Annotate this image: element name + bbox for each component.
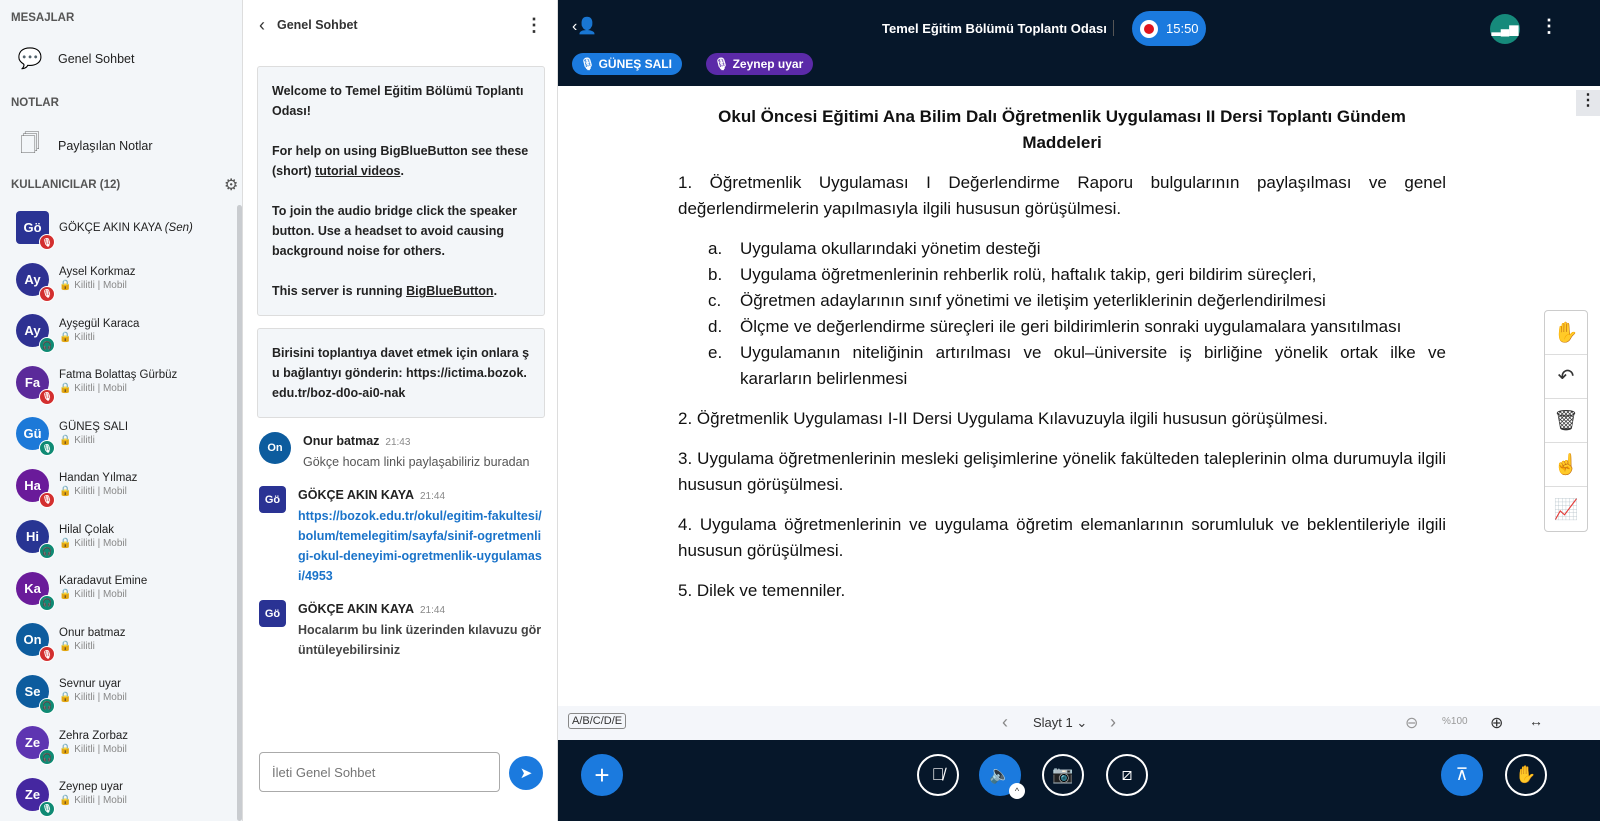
recording-time: 15:50 xyxy=(1166,21,1199,36)
avatar-initials: Gö xyxy=(23,220,42,236)
avatar xyxy=(16,520,52,556)
user-status: 🔒 Kilitli | Mobil xyxy=(59,743,127,755)
avatar-initials: Gü xyxy=(23,426,42,442)
avatar-initials: On xyxy=(23,632,42,648)
user-name: Onur batmaz xyxy=(59,626,126,639)
mic-icon: 🎙 xyxy=(714,57,730,71)
subitem-letter: b. xyxy=(708,265,723,284)
slide-content xyxy=(678,104,1446,618)
avatar xyxy=(259,600,286,627)
recording-indicator[interactable] xyxy=(1132,11,1206,46)
chat-icon: 💬 xyxy=(17,48,43,70)
whiteboard-toolbar xyxy=(1544,310,1588,532)
undo-button[interactable] xyxy=(1545,355,1587,399)
message-time: 21:44 xyxy=(420,491,446,502)
bbb-link[interactable]: BigBlueButton xyxy=(406,284,494,298)
speaker-icon: 🔈 xyxy=(989,765,1011,784)
sender-name: GÖKÇE AKIN KAYA xyxy=(298,488,414,502)
record-icon xyxy=(1140,20,1158,38)
previous-slide-button[interactable]: ‹ xyxy=(1002,712,1008,732)
user-list-item[interactable] xyxy=(0,563,236,615)
user-list-item[interactable] xyxy=(0,460,236,512)
user-status: 🔒 Kilitli | Mobil xyxy=(59,537,127,549)
audio-settings-chevron-icon[interactable]: ^ xyxy=(1009,783,1025,799)
avatar xyxy=(16,211,53,247)
user-name: Fatma Bolattaş Gürbüz xyxy=(59,369,178,382)
next-slide-button[interactable]: › xyxy=(1110,712,1116,732)
presentation-options-icon[interactable]: ⋮ xyxy=(1576,90,1600,116)
avatar-initials: Gö xyxy=(264,493,281,506)
avatar-initials: Fa xyxy=(24,374,41,390)
mic-icon: 🎙 xyxy=(39,801,55,817)
share-webcam-button[interactable] xyxy=(1042,754,1084,796)
message-link[interactable]: https://bozok.edu.tr/okul/egitim-fakultesi/bolum/temelegitim/sayfa/sinif-ogretmenligi-okul-deneyimi-ogretmenlik-uygulamasi/4953 xyxy=(298,509,542,583)
avatar-initials: Ay xyxy=(24,271,41,287)
user-list-item[interactable] xyxy=(0,511,236,563)
subitem-text: Uygulama okullarındaki yönetim desteği xyxy=(740,239,1041,258)
hand-icon: ✋ xyxy=(1515,765,1537,784)
avatar-initials: Ha xyxy=(24,477,41,493)
user-status: 🔒 Kilitli | Mobil xyxy=(59,589,127,601)
agenda-item: 1. Öğretmenlik Uygulaması I Değerlendirme Raporu bulgularının paylaşılması ve genel değerlendirmelerin yapılmasıyla ilgili hususun görüşülmesi. xyxy=(678,173,1446,218)
help-end: . xyxy=(400,164,404,178)
user-name: GÜNEŞ SALI xyxy=(59,420,129,433)
shared-notes-item[interactable] xyxy=(16,129,153,163)
headset-icon: 🎧 xyxy=(39,698,55,714)
notes-icon: 🗍 xyxy=(20,133,40,155)
welcome-message xyxy=(257,66,545,316)
user-name: GÖKÇE AKIN KAYA xyxy=(59,221,162,234)
user-list-item[interactable] xyxy=(0,305,236,357)
camera-off-icon: 📷 xyxy=(1052,765,1074,784)
users-title: KULLANICILAR (12) xyxy=(11,179,121,191)
user-status: 🔒 Kilitli | Mobil xyxy=(59,795,127,807)
avatar xyxy=(16,469,53,505)
pointer-hand-icon: ☝ xyxy=(1553,454,1579,476)
talker-name: GÜNEŞ SALI xyxy=(598,57,672,71)
avatar xyxy=(16,675,52,711)
zoom-in-button[interactable]: ⊕ xyxy=(1490,715,1504,732)
connection-status-icon[interactable]: ▂▄▆ xyxy=(1490,14,1520,44)
message-text: Hocalarım bu link üzerinden kılavuzu görüntüleyebilirsiniz xyxy=(298,623,542,657)
you-label: (Sen) xyxy=(164,221,193,234)
subitem-text: Uygulamanın niteliğinin artırılması ve okul–üniversite iş birliğine yönelik ortak ilke ve kararların belirlenmesi xyxy=(740,343,1446,388)
agenda-item: 3. Uygulama öğretmenlerinin mesleki gelişimlerine yönelik fakülteden taleplerinin olma durumuyla ilgili hususun görüşülmesi. xyxy=(678,449,1446,494)
subitem-text: Ölçme ve değerlendirme süreçleri ile geri bildirimlerin sonraki uygulamalara yansıtılması xyxy=(740,317,1402,336)
agenda-item: 5. Dilek ve temenniler. xyxy=(678,581,846,600)
back-chevron-icon[interactable]: ‹ xyxy=(259,14,265,35)
clear-button[interactable] xyxy=(1545,399,1587,443)
sender-name: GÖKÇE AKIN KAYA xyxy=(298,602,414,616)
user-status: 🔒 Kilitli | Mobil xyxy=(59,692,127,704)
chat-header xyxy=(245,0,557,50)
actions-plus-button[interactable] xyxy=(581,754,623,796)
messages-title: MESAJLAR xyxy=(11,12,75,24)
toggle-userlist-icon[interactable]: ‹👤 xyxy=(572,18,598,35)
subitem-letter: c. xyxy=(708,291,722,310)
agenda-subitem xyxy=(708,340,1446,392)
message-list xyxy=(245,432,557,660)
user-list-item[interactable] xyxy=(0,357,236,409)
subitem-letter: e. xyxy=(708,343,723,362)
subitem-text: Uygulama öğretmenlerinin rehberlik rolü, haftalık takip, geri bildirim süreçleri, xyxy=(740,265,1317,284)
headset-icon: 🎧 xyxy=(39,337,55,353)
notes-title: NOTLAR xyxy=(11,97,59,109)
user-status: 🔒 Kilitli | Mobil xyxy=(59,486,127,498)
send-icon: ➤ xyxy=(519,765,533,782)
chevron-down-icon: ⌄ xyxy=(1076,715,1088,730)
chat-message xyxy=(245,600,557,660)
user-name: Ayşegül Karaca xyxy=(59,317,140,330)
presentation-slide xyxy=(558,86,1600,706)
hand-pan-tool[interactable] xyxy=(1545,311,1587,355)
sender-name: Onur batmaz xyxy=(303,434,380,448)
sidebar xyxy=(0,0,243,821)
mic-muted-icon: 🎙 xyxy=(39,389,55,405)
talker-name: Zeynep uyar xyxy=(732,57,804,71)
avatar xyxy=(16,778,53,814)
raise-hand-button[interactable] xyxy=(1505,754,1547,796)
user-name: Zeynep uyar xyxy=(59,781,123,794)
avatar xyxy=(16,623,53,659)
user-list-item[interactable] xyxy=(0,202,236,254)
send-button[interactable] xyxy=(509,756,543,790)
mic-muted-icon: 🎙 xyxy=(39,646,55,662)
slide-title: Okul Öncesi Eğitimi Ana Bilim Dalı Öğretmenlik Uygulaması II Dersi Toplantı Gündem Maddeleri xyxy=(718,107,1406,152)
avatar xyxy=(16,314,52,350)
welcome-text: Welcome to xyxy=(272,84,346,98)
subitem-letter: a. xyxy=(708,239,723,258)
trash-icon: 🗑 xyxy=(1553,410,1579,432)
user-name: Hilal Çolak xyxy=(59,523,114,536)
public-chat-item[interactable] xyxy=(16,46,134,71)
subitem-letter: d. xyxy=(708,317,723,336)
audio-text: To join the audio bridge click the speaker button. Use a headset to avoid causing background noise for others. xyxy=(272,204,517,258)
presentation-icon: ⊼ xyxy=(1455,765,1469,784)
user-status: 🔒 Kilitli xyxy=(59,640,95,652)
welcome-end: ! xyxy=(306,104,311,118)
gear-icon[interactable]: ⚙ xyxy=(224,177,239,194)
talking-indicator xyxy=(706,53,813,75)
room-title: Temel Eğitim Bölümü Toplantı Odası xyxy=(882,21,1107,36)
quick-poll-button[interactable]: A/B/C/D/E xyxy=(568,713,626,729)
hand-icon: ✋ xyxy=(1553,322,1579,344)
avatar xyxy=(16,417,53,453)
options-menu-icon[interactable]: ⋮ xyxy=(1540,16,1558,36)
server-text: This server is running xyxy=(272,284,407,298)
annotation-button[interactable] xyxy=(1545,487,1587,531)
user-status: 🔒 Kilitli xyxy=(59,434,95,446)
action-bar xyxy=(558,740,1600,821)
user-list-item[interactable] xyxy=(0,717,236,769)
help-text: For help on using BigBlueButton see these (short) xyxy=(272,144,529,178)
avatar xyxy=(259,486,286,513)
mic-muted-icon: 🎙 xyxy=(39,234,55,250)
invite-message: Birisini toplantıya davet etmek için onlara şu bağlantıyı gönderin: https://ictima.bozok.edu.tr/boz-d0o-ai0-nak xyxy=(257,328,545,418)
subitem-text: Öğretmen adaylarının sınıf yönetimi ve iletişim yeterliklerinin değerlendirilmesi xyxy=(740,291,1326,310)
user-list-item[interactable] xyxy=(0,769,236,821)
multi-user-button[interactable] xyxy=(1545,443,1587,487)
slide-number: Slayt 1 xyxy=(1033,715,1073,730)
avatar-initials: On xyxy=(267,442,283,454)
zoom-out-button[interactable]: ⊖ xyxy=(1405,715,1419,732)
headset-icon: 🎧 xyxy=(39,749,55,765)
chat-title: Genel Sohbet xyxy=(277,18,358,32)
agenda-subitem xyxy=(708,288,1446,314)
chat-message-input[interactable] xyxy=(259,752,500,792)
plus-icon: + xyxy=(594,759,610,790)
zoom-level: %100 xyxy=(1442,716,1468,727)
headset-icon: 🎧 xyxy=(39,595,55,611)
user-name: Sevnur uyar xyxy=(59,678,122,691)
undo-icon: ↶ xyxy=(1557,366,1575,388)
mic-muted-icon: 🎙 xyxy=(39,492,55,508)
avatar xyxy=(16,726,52,762)
shared-notes-label: Paylaşılan Notlar xyxy=(58,139,153,153)
user-name: Aysel Korkmaz xyxy=(59,266,136,279)
scrollbar[interactable] xyxy=(237,205,242,821)
agenda-subitems xyxy=(708,236,1446,392)
avatar-initials: Ay xyxy=(24,323,41,339)
public-chat-label: Genel Sohbet xyxy=(58,51,135,66)
avatar-initials: Ka xyxy=(24,580,41,596)
divider xyxy=(1113,20,1114,36)
chat-message xyxy=(245,432,557,472)
mic-muted-icon: 🎙̸ xyxy=(931,765,945,784)
mic-icon: 🎙 xyxy=(580,57,596,71)
unmute-button[interactable] xyxy=(917,754,959,796)
fit-width-button[interactable]: ↔ xyxy=(1529,713,1543,729)
chat-message xyxy=(245,486,557,586)
user-name: Handan Yılmaz xyxy=(59,472,138,485)
tutorial-link[interactable]: tutorial videos xyxy=(315,164,401,178)
screen-share-off-icon: ⧄ xyxy=(1121,765,1133,784)
top-bar xyxy=(558,0,1600,86)
message-time: 21:43 xyxy=(385,437,411,448)
chat-panel xyxy=(245,0,558,821)
message-text: Gökçe hocam linki paylaşabiliriz buradan xyxy=(303,455,530,469)
user-list-item[interactable] xyxy=(0,254,236,306)
slide-selector[interactable] xyxy=(1033,715,1087,731)
agenda-item: 4. Uygulama öğretmenlerinin ve uygulama öğretim elemanlarının sorumluluk ve beklentileriyle ilgili hususun görüşülmesi. xyxy=(678,515,1446,560)
avatar xyxy=(16,263,53,299)
user-name: Karadavut Emine xyxy=(59,575,148,588)
avatar-initials: Gö xyxy=(264,607,281,620)
avatar-initials: Hi xyxy=(26,529,39,545)
presentation-toggle-button[interactable] xyxy=(1441,754,1483,796)
user-list-item[interactable] xyxy=(0,666,236,718)
server-end: . xyxy=(493,284,498,298)
line-chart-icon: 📈 xyxy=(1553,498,1579,521)
more-options-icon[interactable]: ⋮ xyxy=(525,14,543,35)
share-screen-button[interactable] xyxy=(1106,754,1148,796)
user-list xyxy=(0,202,236,820)
headset-icon: 🎧 xyxy=(39,543,55,559)
user-list-item[interactable] xyxy=(0,614,236,666)
message-time: 21:44 xyxy=(420,605,446,616)
user-status: 🔒 Kilitli | Mobil xyxy=(59,280,127,292)
avatar xyxy=(259,432,291,464)
slide-toolbar xyxy=(558,706,1600,740)
user-name: Zehra Zorbaz xyxy=(59,729,129,742)
avatar xyxy=(16,366,53,402)
agenda-subitem xyxy=(708,314,1446,340)
avatar xyxy=(16,572,52,608)
agenda-subitem xyxy=(708,262,1446,288)
user-status: 🔒 Kilitli xyxy=(59,331,95,343)
agenda-item: 2. Öğretmenlik Uygulaması I-II Dersi Uygulama Kılavuzuyla ilgili hususun görüşülmesi. xyxy=(678,409,1329,428)
welcome-room: Temel Eğitim Bölümü Toplantı Odası xyxy=(272,84,524,118)
avatar-initials: Se xyxy=(24,683,41,699)
user-list-item[interactable] xyxy=(0,408,236,460)
mic-icon: 🎙 xyxy=(39,440,55,456)
mic-muted-icon: 🎙 xyxy=(39,286,55,302)
talking-indicator xyxy=(572,53,682,75)
avatar-initials: Ze xyxy=(24,786,41,802)
user-status: 🔒 Kilitli | Mobil xyxy=(59,383,127,395)
agenda-subitem xyxy=(708,236,1446,262)
avatar-initials: Ze xyxy=(24,735,41,751)
